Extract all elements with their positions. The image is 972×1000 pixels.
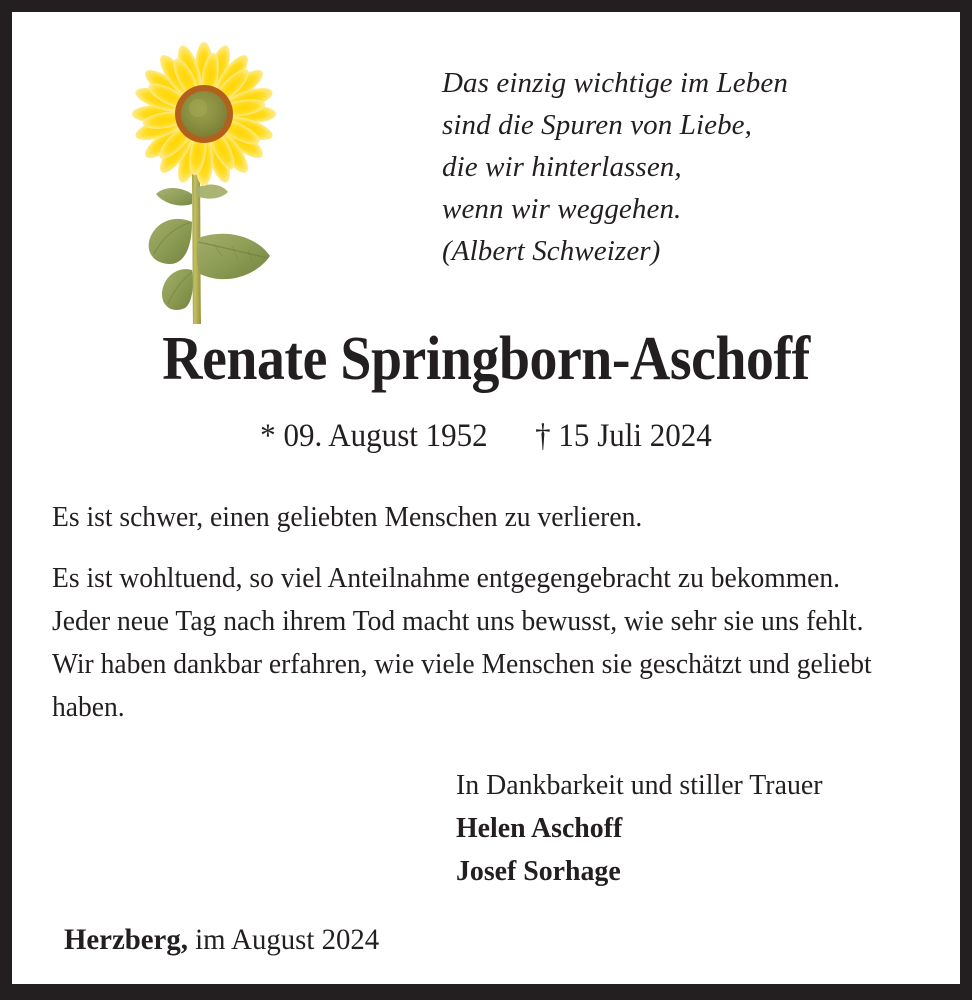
sunflower-icon (130, 42, 290, 332)
signature-block (456, 764, 917, 893)
quote-line: Das einzig wichtige im Leben (442, 67, 788, 99)
signature-intro: In Dankbarkeit und stiller Trauer (456, 769, 823, 801)
quote-author: (Albert Schweizer) (442, 235, 661, 267)
date-label: im August 2024 (187, 923, 380, 956)
birth-date: * 09. August 1952 (260, 418, 488, 454)
signer-name: Josef Sorhage (456, 855, 621, 887)
life-dates (40, 416, 931, 456)
notice-inner (12, 12, 960, 984)
message-paragraph: Es ist wohltuend, so viel Anteilnahme entgegengebracht zu bekommen. Jeder neue Tag nach ihrem Tod macht uns bewusst, wie sehr sie uns fehlt. Wir haben dankbar erfahren, wie viele Menschen sie geschätzt und geliebt haben. (52, 562, 872, 723)
memorial-quote (442, 62, 912, 272)
message-paragraph: Es ist schwer, einen geliebten Menschen zu verlieren. (52, 501, 643, 533)
quote-line: sind die Spuren von Liebe, (442, 109, 753, 141)
place-and-date (64, 920, 379, 960)
message-body (52, 496, 877, 729)
deceased-name: Renate Springborn-Aschoff (162, 325, 810, 393)
death-date: † 15 Juli 2024 (535, 418, 712, 454)
quote-line: wenn wir weggehen. (442, 193, 682, 225)
quote-line: die wir hinterlassen, (442, 151, 682, 183)
signer-name: Helen Aschoff (456, 812, 623, 844)
place-label: Herzberg, (64, 923, 188, 956)
